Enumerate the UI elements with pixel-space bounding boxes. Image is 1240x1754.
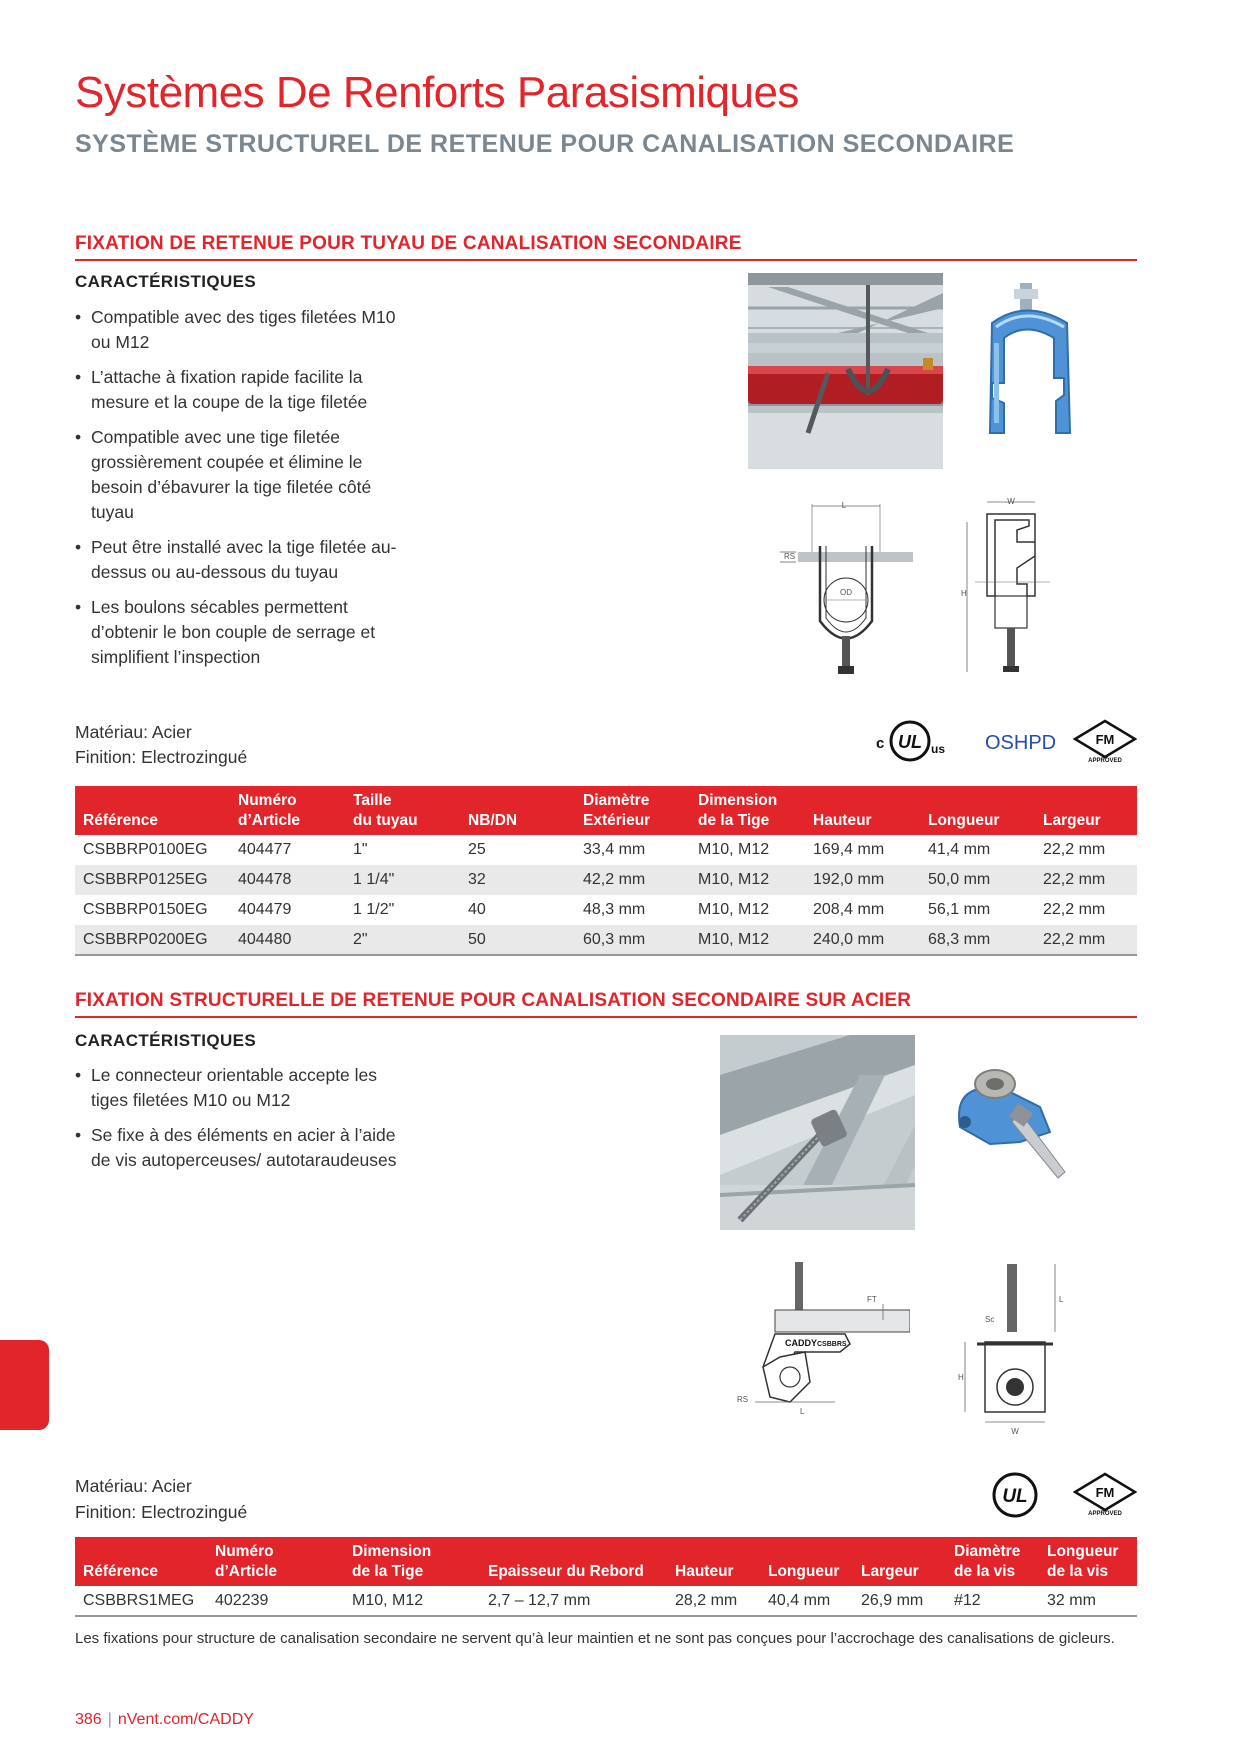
column-header: Longueur [760,1537,853,1586]
table-cell: 28,2 mm [667,1586,760,1616]
section2-heading: FIXATION STRUCTURELLE DE RETENUE POUR CANALISATION SECONDAIRE SUR ACIER [75,990,1137,1018]
table-cell: 50 [460,925,575,955]
diagram-model-label: CSBBRS [817,1341,847,1348]
dim-label-ft: FT [867,1295,877,1304]
column-header: Hauteur [667,1537,760,1586]
table-cell: 60,3 mm [575,925,690,955]
page-title: Systèmes De Renforts Parasismiques [75,68,799,117]
table-cell: 192,0 mm [805,865,920,895]
fm-approved-logo-2 [1073,1472,1137,1516]
ul-certification-logo-2 [990,1470,1040,1520]
table-cell: 32 [460,865,575,895]
table-row [75,865,1137,895]
table-cell: 56,1 mm [928,901,991,918]
diagram-brand-label: CADDY [785,1338,818,1348]
table-cell: 22,2 mm [1035,865,1137,895]
table-cell: 40,4 mm [760,1586,853,1616]
table-cell: 404479 [238,901,292,918]
dim-label-w: W [1011,1427,1019,1436]
table-cell: 404478 [230,865,345,895]
table-cell: 32 mm [1039,1586,1137,1616]
page-subtitle: SYSTÈME STRUCTUREL DE RETENUE POUR CANALISATION SECONDAIRE [75,130,1015,158]
table-cell: 2" [345,925,460,955]
dim-label-l: L [800,1407,805,1416]
column-header: Dimension de la Tige [344,1537,480,1586]
table-cell: 208,4 mm [813,901,885,918]
page-footer [75,1711,254,1729]
table-cell: 42,2 mm [575,865,690,895]
side-section-tab [0,1340,49,1430]
product-table-steel-connector [75,1537,1137,1617]
feature-item: • Les boulons sécables permettent d’obtenir le bon couple de serrage et simplifient l’inspection [75,595,405,670]
column-header: Longueur [920,786,1035,835]
column-header: Numéro d’Article [230,786,345,835]
section1-heading: FIXATION DE RETENUE POUR TUYAU DE CANALISATION SECONDAIRE [75,233,1137,261]
column-header: Référence [75,786,230,835]
table-cell: CSBBRP0150EG [83,901,208,918]
section1-features-list [75,305,405,680]
table-row [75,835,1137,865]
installation-photo-pipe-clamp [748,273,943,469]
table-cell: #12 [946,1586,1039,1616]
column-header: Epaisseur du Rebord [480,1537,667,1586]
table-cell: M10, M12 [690,865,805,895]
column-header: Hauteur [805,786,920,835]
table-cell: M10, M12 [344,1586,480,1616]
column-header: Dimension de la Tige [690,786,805,835]
product-table-pipe-clamp [75,786,1137,956]
column-header: Numéro d’Article [207,1537,344,1586]
section1-finish: Finition: Electrozingué [75,747,248,767]
installation-photo-steel-connector [720,1035,915,1230]
table-cell: 169,4 mm [813,841,885,858]
table-row [75,1586,1137,1616]
table-header-row [75,786,1137,835]
column-header: Diamètre de la vis [946,1537,1039,1586]
table-cell: 402239 [207,1586,344,1616]
table-cell: 41,4 mm [928,841,991,858]
product-photo-clamp [972,283,1087,463]
feature-item: • Compatible avec des tiges filetées M10 ou M12 [75,305,405,355]
table-cell: 1 1/2" [353,901,395,918]
feature-item: • Peut être installé avec la tige filetée au-dessus ou au-dessous du tuyau [75,535,405,585]
oshpd-text: OSHPD [985,732,1057,754]
table-cell: 40 [468,901,486,918]
dim-label-l: L [1059,1295,1064,1304]
dim-label-w: W [1007,497,1015,506]
technical-drawing-connector-front-view [955,1262,1075,1440]
footnote: Les fixations pour structure de canalisation secondaire ne servent qu’à leur maintien et ne sont pas conçues pour l’accrochage des canalisations de gicleurs. [75,1630,1115,1647]
fm-text: FM [1095,1485,1115,1500]
table-cell: 50,0 mm [920,865,1035,895]
fm-approved-text: APPROVED [1088,1511,1122,1516]
table-row [75,925,1137,955]
table-cell: 1" [353,841,368,858]
ul-us-mark: us [931,742,946,756]
ul-mark: UL [898,732,922,752]
dim-label-l: L [841,501,847,510]
table-cell: 404480 [230,925,345,955]
section2-finish: Finition: Electrozingué [75,1502,248,1522]
technical-drawing-front-view [770,496,915,676]
technical-drawing-side-view [955,496,1055,676]
section2-features-list [75,1063,405,1183]
table-cell: 22,2 mm [1043,901,1106,918]
ul-c-mark: c [876,735,885,752]
table-cell: 25 [468,841,486,858]
section1-features-heading: CARACTÉRISTIQUES [75,272,257,291]
table-cell: 26,9 mm [853,1586,946,1616]
dim-label-rs: RS [784,552,796,561]
column-header: Largeur [853,1537,946,1586]
feature-item: • Se fixe à des éléments en acier à l’aide de vis autoperceuses/ autotaraudeuses [75,1123,405,1173]
dim-label-h: H [958,1373,964,1382]
table-row [75,895,1137,925]
table-cell: CSBBRP0125EG [75,865,230,895]
feature-item: • Compatible avec une tige filetée grossièrement coupée et élimine le besoin d’ébavurer la tige filetée côté tuyau [75,425,405,525]
dim-label-h: H [961,589,967,598]
table-cell: 1 1/4" [345,865,460,895]
footer-separator: | [107,1711,112,1728]
table-cell: 48,3 mm [583,901,646,918]
table-cell: CSBBRS1MEG [75,1586,207,1616]
footer-site-link[interactable]: nVent.com/CADDY [117,1711,254,1728]
table-cell: 2,7 – 12,7 mm [480,1586,667,1616]
section2-material: Matériau: Acier [75,1476,192,1496]
table-cell: M10, M12 [698,841,770,858]
fm-approved-logo [1073,719,1137,763]
table-header-row [75,1537,1137,1586]
fm-text: FM [1095,732,1115,747]
column-header: Diamètre Extérieur [575,786,690,835]
ul-mark: UL [1002,1486,1028,1507]
table-cell: 22,2 mm [1043,841,1106,858]
table-cell: 404477 [238,841,292,858]
feature-item: • L’attache à fixation rapide facilite la mesure et la coupe de la tige filetée [75,365,405,415]
column-header: Référence [75,1537,207,1586]
table-cell: CSBBRP0200EG [75,925,230,955]
column-header: Taille du tuyau [345,786,460,835]
technical-drawing-connector-side-view [735,1262,910,1440]
table-cell: M10, M12 [698,901,770,918]
section2-features-heading: CARACTÉRISTIQUES [75,1031,257,1050]
column-header: Largeur [1035,786,1137,835]
section1-material: Matériau: Acier [75,722,192,742]
column-header: Longueur de la vis [1039,1537,1137,1586]
page-number: 386 [75,1711,102,1728]
dim-label-rs: RS [737,1395,749,1404]
table-cell: 22,2 mm [1035,925,1137,955]
column-header: NB/DN [460,786,575,835]
feature-item: • Le connecteur orientable accepte les tiges filetées M10 ou M12 [75,1063,405,1113]
table-cell: 240,0 mm [805,925,920,955]
table-cell: M10, M12 [690,925,805,955]
dim-label-sc: Sc [985,1315,995,1324]
fm-approved-text: APPROVED [1088,758,1122,763]
table-cell: 68,3 mm [920,925,1035,955]
oshpd-logo [983,727,1063,757]
product-photo-steel-connector [950,1062,1075,1202]
table-cell: CSBBRP0100EG [83,841,208,858]
dim-label-od: OD [840,588,852,597]
table-cell: 33,4 mm [583,841,646,858]
